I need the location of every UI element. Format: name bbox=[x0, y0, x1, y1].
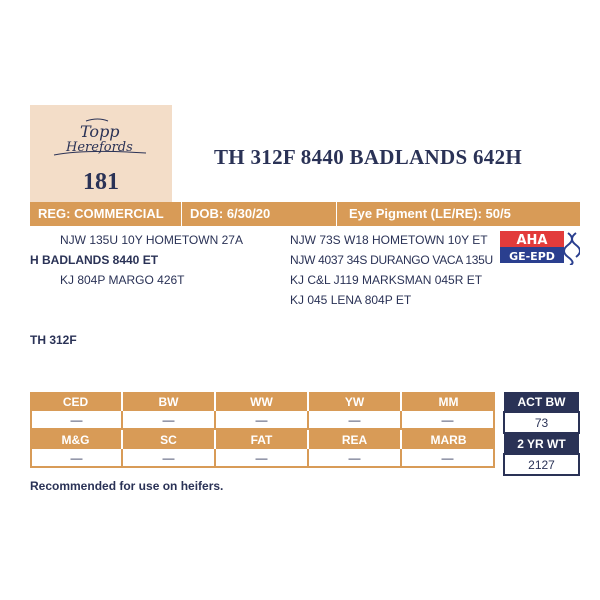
epd-value-ced: — bbox=[30, 411, 123, 430]
epd-header-ww: WW bbox=[216, 392, 309, 411]
aha-logo-top: AHA bbox=[516, 233, 548, 248]
epd-header-bw: BW bbox=[123, 392, 216, 411]
pedigree-right-4: KJ 045 LENA 804P ET bbox=[290, 293, 412, 307]
pedigree-right-3: KJ C&L J119 MARKSMAN 045R ET bbox=[290, 273, 483, 287]
epd-value-marb: — bbox=[402, 449, 495, 468]
pedigree-sire-dam: KJ 804P MARGO 426T bbox=[60, 273, 185, 287]
remark: Recommended for use on heifers. bbox=[30, 479, 224, 493]
pedigree-right-1: NJW 73S W18 HOMETOWN 10Y ET bbox=[290, 233, 488, 247]
epd-header-ced: CED bbox=[30, 392, 123, 411]
eye-pigment: Eye Pigment (LE/RE): 50/5 bbox=[349, 206, 511, 221]
act-bw-label: ACT BW bbox=[504, 392, 579, 412]
epd-header-mg: M&G bbox=[30, 430, 123, 449]
aha-ge-epd-logo bbox=[500, 231, 580, 265]
lot-panel bbox=[30, 105, 172, 202]
lot-number: 181 bbox=[83, 169, 119, 195]
epd-value-row-1 bbox=[30, 411, 495, 430]
logo-line2: Herefords bbox=[66, 140, 133, 155]
epd-header-row-1 bbox=[30, 392, 495, 411]
epd-value-bw: — bbox=[123, 411, 216, 430]
epd-header-sc: SC bbox=[123, 430, 216, 449]
epd-header-row-2 bbox=[30, 430, 495, 449]
topp-herefords-logo bbox=[30, 115, 172, 165]
two-yr-wt-label: 2 YR WT bbox=[504, 433, 579, 454]
logo-line1: Topp bbox=[80, 122, 120, 141]
two-yr-wt-value: 2127 bbox=[504, 454, 579, 475]
aha-logo-bottom: GE-EPD bbox=[509, 250, 555, 263]
epd-table bbox=[30, 392, 495, 468]
epd-value-sc: — bbox=[123, 449, 216, 468]
act-bw-value: 73 bbox=[504, 412, 579, 433]
epd-value-rea: — bbox=[309, 449, 402, 468]
epd-value-mm: — bbox=[402, 411, 495, 430]
epd-header-mm: MM bbox=[402, 392, 495, 411]
epd-value-ww: — bbox=[216, 411, 309, 430]
epd-header-yw: YW bbox=[309, 392, 402, 411]
epd-value-row-2 bbox=[30, 449, 495, 468]
pedigree-sire-sire: NJW 135U 10Y HOMETOWN 27A bbox=[60, 233, 243, 247]
animal-name: TH 312F 8440 BADLANDS 642H bbox=[214, 145, 523, 169]
epd-value-fat: — bbox=[216, 449, 309, 468]
performance-table bbox=[503, 392, 580, 476]
pedigree-sire: H BADLANDS 8440 ET bbox=[30, 253, 159, 267]
epd-header-marb: MARB bbox=[402, 430, 495, 449]
owner-id: TH 312F bbox=[30, 333, 77, 347]
epd-value-mg: — bbox=[30, 449, 123, 468]
info-bar bbox=[30, 202, 580, 226]
pedigree-right-2: NJW 4037 34S DURANGO VACA 135U bbox=[290, 253, 493, 267]
epd-value-yw: — bbox=[309, 411, 402, 430]
registration-status: REG: COMMERCIAL bbox=[30, 202, 182, 226]
epd-header-rea: REA bbox=[309, 430, 402, 449]
date-of-birth: DOB: 6/30/20 bbox=[182, 202, 337, 226]
epd-header-fat: FAT bbox=[216, 430, 309, 449]
